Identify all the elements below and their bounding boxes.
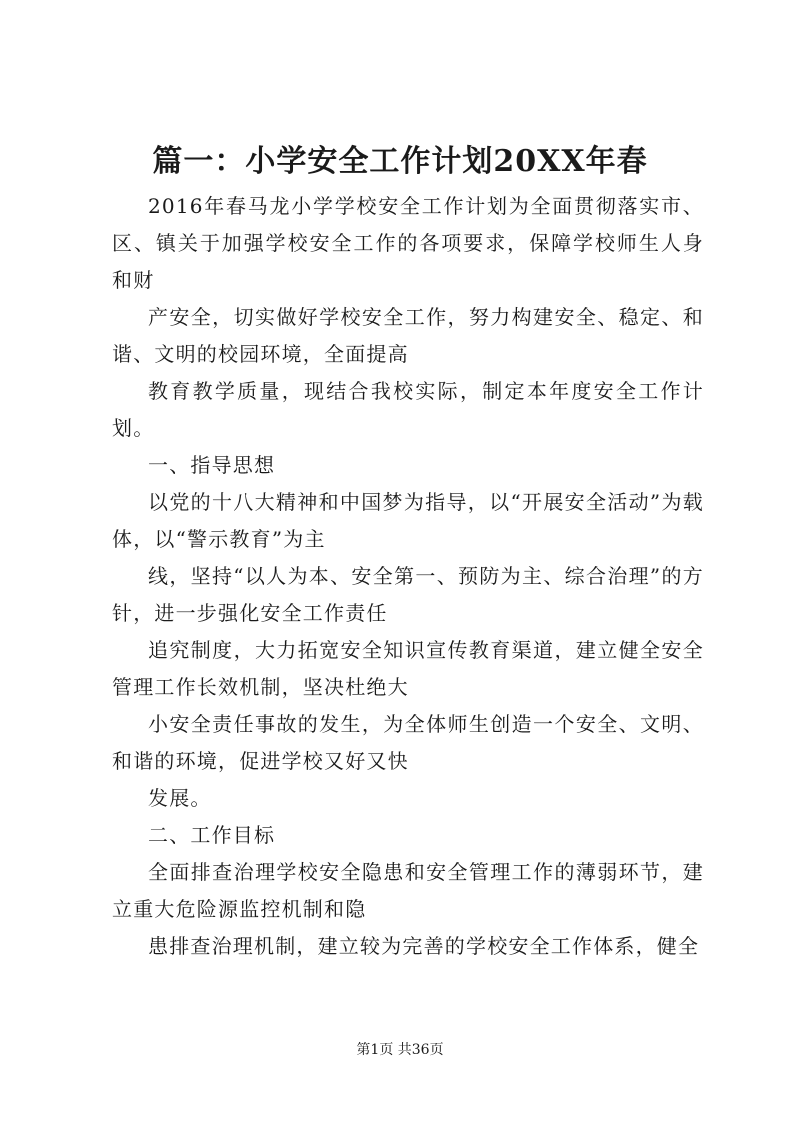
paragraph-6: 线，坚持“以人为本、安全第一、预防为主、综合治理”的方针，进一步强化安全工作责任 <box>112 564 704 625</box>
paragraph-7: 追究制度，大力拓宽安全知识宣传教育渠道，建立健全安全管理工作长效机制，坚决杜绝大 <box>112 638 704 699</box>
paragraph-1: 2016年春马龙小学学校安全工作计划为全面贯彻落实市、区、镇关于加强学校安全工作的各项要求，保障学校师生人身和财 <box>112 194 704 292</box>
paragraph-11: 全面排查治理学校安全隐患和安全管理工作的薄弱环节，建立重大危险源监控机制和隐 <box>112 860 704 921</box>
paragraph-5: 以党的十八大精神和中国梦为指导，以“开展安全活动”为载体，以“警示教育”为主 <box>112 490 704 551</box>
document-title: 篇一：小学安全工作计划20XX年春 <box>152 144 648 179</box>
page-number-label: 第1页 共36页 <box>356 1042 444 1058</box>
paragraph-12: 患排查治理机制，建立较为完善的学校安全工作体系，健全 <box>148 934 700 958</box>
paragraph-9: 发展。 <box>148 786 212 810</box>
page-footer <box>0 1040 800 1060</box>
paragraph-3: 教育教学质量，现结合我校实际，制定本年度安全工作计划。 <box>112 379 704 440</box>
section-heading-work-goals: 二、工作目标 <box>148 823 276 847</box>
document-body <box>112 188 704 965</box>
paragraph-2: 产安全，切实做好学校安全工作，努力构建安全、稳定、和谐、文明的校园环境，全面提高 <box>112 305 704 366</box>
section-heading-guiding-ideology: 一、指导思想 <box>148 453 276 477</box>
paragraph-8: 小安全责任事故的发生，为全体师生创造一个安全、文明、和谐的环境，促进学校又好又快 <box>112 712 704 773</box>
